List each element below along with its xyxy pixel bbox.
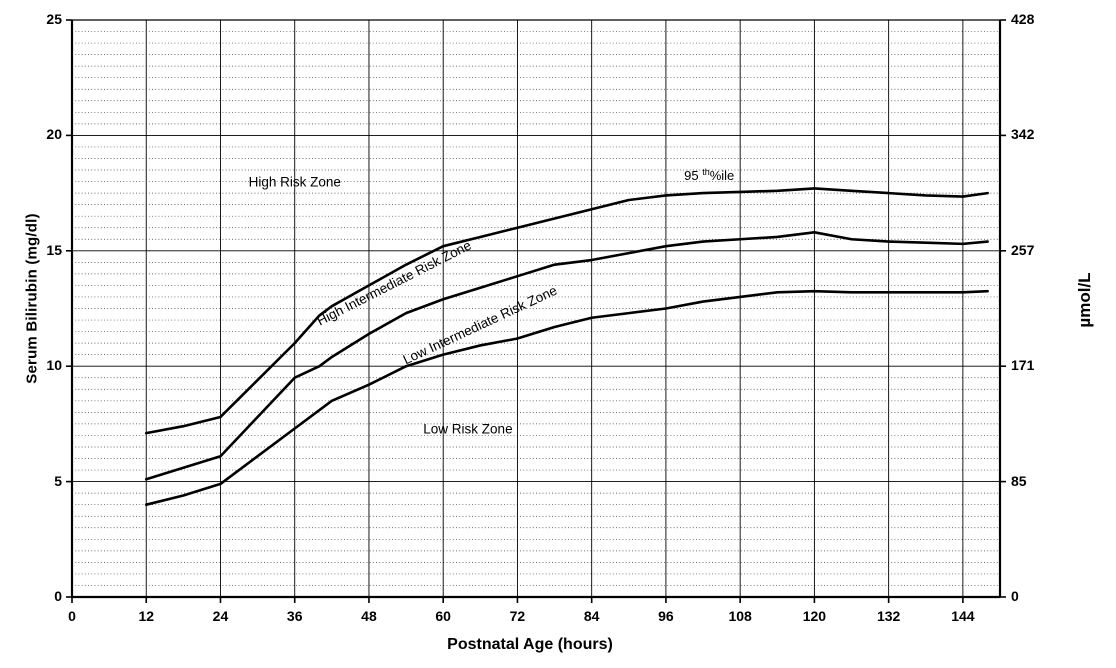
x-tick-60: 60 — [435, 608, 451, 624]
x-tick-12: 12 — [138, 608, 155, 624]
y-tick-right-0: 0 — [1011, 588, 1019, 604]
annotation-2: Low Intermediate Risk Zone — [400, 282, 560, 367]
x-tick-120: 120 — [802, 608, 827, 624]
x-tick-144: 144 — [951, 608, 975, 624]
x-tick-72: 72 — [509, 608, 526, 624]
y-tick-left-25: 25 — [46, 11, 62, 27]
annotation-4: 95 $^{th}$%ile — [684, 166, 735, 183]
series-line-0 — [146, 188, 987, 433]
x-tick-132: 132 — [876, 608, 901, 624]
annotation-0: High Risk Zone — [248, 174, 341, 190]
x-tick-108: 108 — [728, 608, 752, 624]
y-tick-left-15: 15 — [46, 241, 62, 258]
y-tick-left-5: 5 — [54, 472, 62, 489]
data-series-group — [146, 188, 987, 504]
x-axis-title: Postnatal Age (hours) — [447, 636, 613, 653]
y-axis-right-title: µmol/L — [1075, 272, 1094, 328]
y-tick-left-10: 10 — [46, 357, 62, 374]
y-tick-right-85: 85 — [1011, 472, 1027, 489]
y-tick-left-20: 20 — [46, 126, 62, 143]
y-tick-right-257: 257 — [1011, 241, 1035, 258]
series-line-1 — [146, 232, 987, 479]
minor-gridlines — [72, 32, 1000, 586]
annotation-1: High Intermediate Risk Zone — [314, 237, 474, 329]
x-tick-24: 24 — [212, 608, 229, 624]
x-tick-84: 84 — [583, 608, 600, 624]
y-axis-left-title: Serum Bilirubin (mg/dl) — [23, 213, 41, 384]
y-tick-left-0: 0 — [54, 588, 62, 604]
x-tick-36: 36 — [286, 608, 303, 624]
x-tick-48: 48 — [361, 608, 377, 624]
x-tick-96: 96 — [658, 608, 674, 624]
annotation-3: Low Risk Zone — [423, 421, 513, 437]
axis-ticks — [66, 20, 1006, 603]
y-tick-right-342: 342 — [1011, 126, 1035, 143]
y-tick-right-171: 171 — [1011, 357, 1035, 374]
series-line-2 — [146, 291, 987, 504]
x-tick-0: 0 — [68, 608, 76, 624]
y-tick-right-428: 428 — [1011, 11, 1035, 27]
